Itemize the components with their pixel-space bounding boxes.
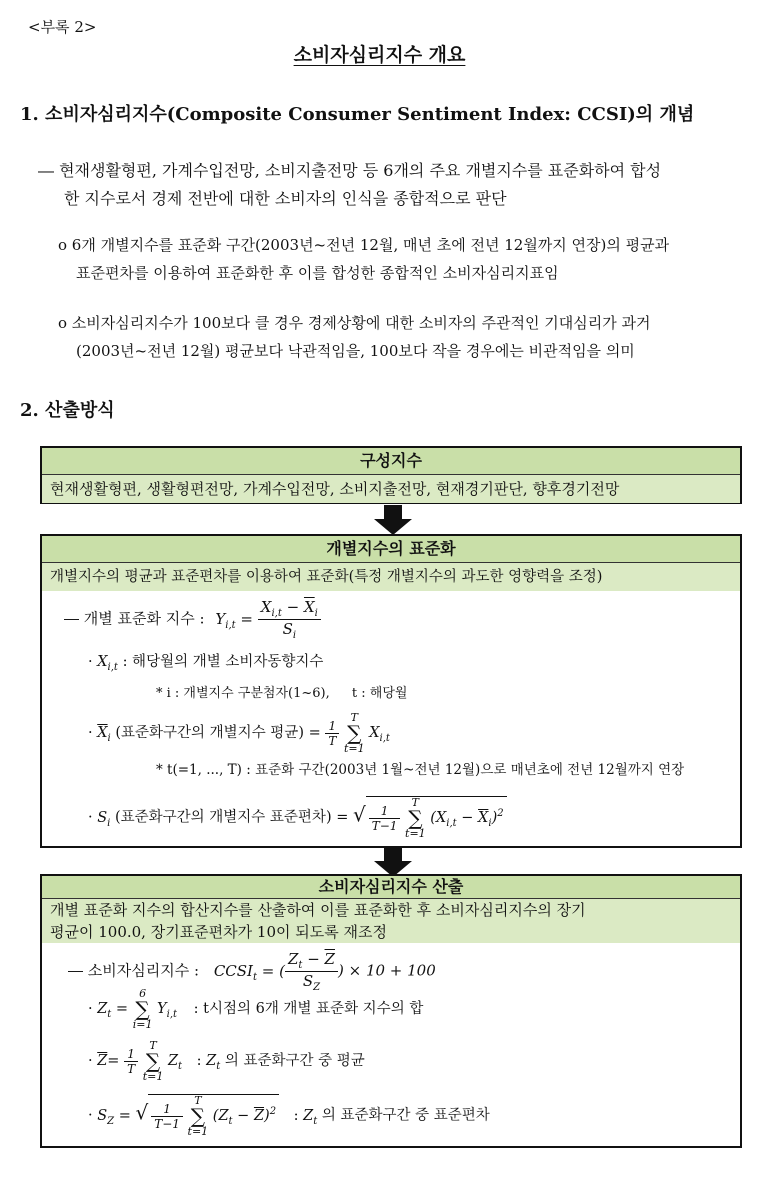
index-notes bbox=[156, 682, 407, 701]
sz-definition: · $S_Z$ = √ $\frac{1}{T-1}$ T ∑ t=1 $(Z_t - \overline{Z})^2$ : $Z_t$ 의 표준화구간 중 표준편차 bbox=[88, 1094, 490, 1138]
standardization-subtitle: 개별지수의 평균과 표준편차를 이용하여 표준화(특정 개별지수의 과도한 영향력을 조정) bbox=[42, 563, 740, 591]
zbar-description: 의 표준화구간 중 평균 bbox=[224, 1053, 365, 1069]
section1-bullet1-line2: 표준편차를 이용하여 표준화한 후 이를 합성한 종합적인 소비자심리지표임 bbox=[76, 264, 559, 282]
ccsi-label: ― 소비자심리지수 : bbox=[68, 961, 200, 980]
components-box-title: 구성지수 bbox=[42, 448, 740, 475]
ccsi-subtitle-line2: 평균이 100.0, 장기표준편차가 10이 되도록 재조정 bbox=[50, 923, 387, 941]
individual-index-label: ― 개별 표준화 지수 : bbox=[64, 609, 205, 628]
ccsi-box-title: 소비자심리지수 산출 bbox=[42, 876, 740, 899]
section1-bullet1-line1: o 6개 개별지수를 표준화 구간(2003년~전년 12월, 매년 초에 전년 12월까지 연장)의 평균과 bbox=[58, 236, 670, 254]
zbar-definition: · $\overline{Z}=$ $\frac{1}{T}$ T ∑ t=1 $Z_t$ : $Z_t$ 의 표준화구간 중 평균 bbox=[88, 1039, 365, 1083]
down-arrow-icon bbox=[374, 847, 412, 877]
section1-dash-line1: ― 현재생활형편, 가계수입전망, 소비지출전망 등 6개의 주요 개별지수를 표준화하여 합성 bbox=[38, 161, 662, 180]
sd-description: (표준화구간의 개별지수 표준편차) = bbox=[114, 809, 349, 826]
ccsi-formula: ― 소비자심리지수 : $CCSI_t$ = ( $\frac{Z_t - \overline{Z}}{S_Z}$ ) × 10 + 100 bbox=[68, 950, 436, 993]
i-note: * i : 개별지수 구분첨자(1~6), bbox=[156, 686, 330, 701]
z-description: : t시점의 6개 개별 표준화 지수의 합 bbox=[193, 1001, 424, 1017]
z-definition: · $Z_t = 6$ ∑ i=1 $Y_{i,t}$ : t시점의 6개 개별 표준화 지수의 합 bbox=[88, 987, 424, 1031]
mean-description: (표준화구간의 개별지수 평균) = bbox=[115, 725, 321, 741]
sd-definition: · $S_i$ (표준화구간의 개별지수 표준편차) = √ $\frac{1}{T-1}$ T ∑ t=1 $(X_{i,t} - \overline{X}_i)^2$ bbox=[88, 796, 507, 839]
components-list: 현재생활형편, 생활형편전망, 가계수입전망, 소비지출전망, 현재경기판단, 향후경기전망 bbox=[42, 475, 740, 503]
t-range-note: * t(=1, ..., T) : 표준화 구간(2003년 1월~전년 12월)으로 매년초에 전년 12월까지 연장 bbox=[156, 762, 685, 778]
components-box bbox=[40, 446, 742, 504]
t-note: t : 해당월 bbox=[351, 686, 408, 701]
ccsi-subtitle bbox=[42, 899, 740, 943]
section1-dash-line2: 한 지수로서 경제 전반에 대한 소비자의 인식을 종합적으로 판단 bbox=[64, 189, 507, 208]
section1-bullet2-line2: (2003년~전년 12월) 평균보다 낙관적임을, 100보다 작을 경우에는 비관적임을 의미 bbox=[76, 342, 635, 360]
mean-definition: · $\overline{X}_i$ (표준화구간의 개별지수 평균) = $\frac{1}{T}$ T ∑ t=1 $X_{i,t}$ bbox=[88, 711, 390, 755]
standardization-box-title: 개별지수의 표준화 bbox=[42, 536, 740, 563]
x-description: : 해당월의 개별 소비자동향지수 bbox=[122, 654, 324, 670]
section1-bullet2-line1: o 소비자심리지수가 100보다 클 경우 경제상황에 대한 소비자의 주관적인 기대심리가 과거 bbox=[58, 314, 651, 332]
ccsi-subtitle-line1: 개별 표준화 지수의 합산지수를 산출하여 이를 표준화한 후 소비자심리지수의 장기 bbox=[50, 901, 586, 919]
sz-description: 의 표준화구간 중 표준편차 bbox=[321, 1107, 490, 1124]
x-definition: · $X_{i,t}$ : 해당월의 개별 소비자동향지수 bbox=[88, 654, 324, 673]
appendix-label: <부록 2> bbox=[28, 18, 97, 36]
down-arrow-icon bbox=[374, 505, 412, 535]
section1-heading: 1. 소비자심리지수(Composite Consumer Sentiment Index: CCSI)의 개념 bbox=[20, 104, 695, 125]
page-title: 소비자심리지수 개요 bbox=[293, 44, 466, 66]
section2-heading: 2. 산출방식 bbox=[20, 400, 115, 421]
individual-index-formula: ― 개별 표준화 지수 : $Y_{i,t}$ = $\frac{X_{i,t} - \overline{X}_i}{S_i}$ bbox=[64, 598, 321, 641]
